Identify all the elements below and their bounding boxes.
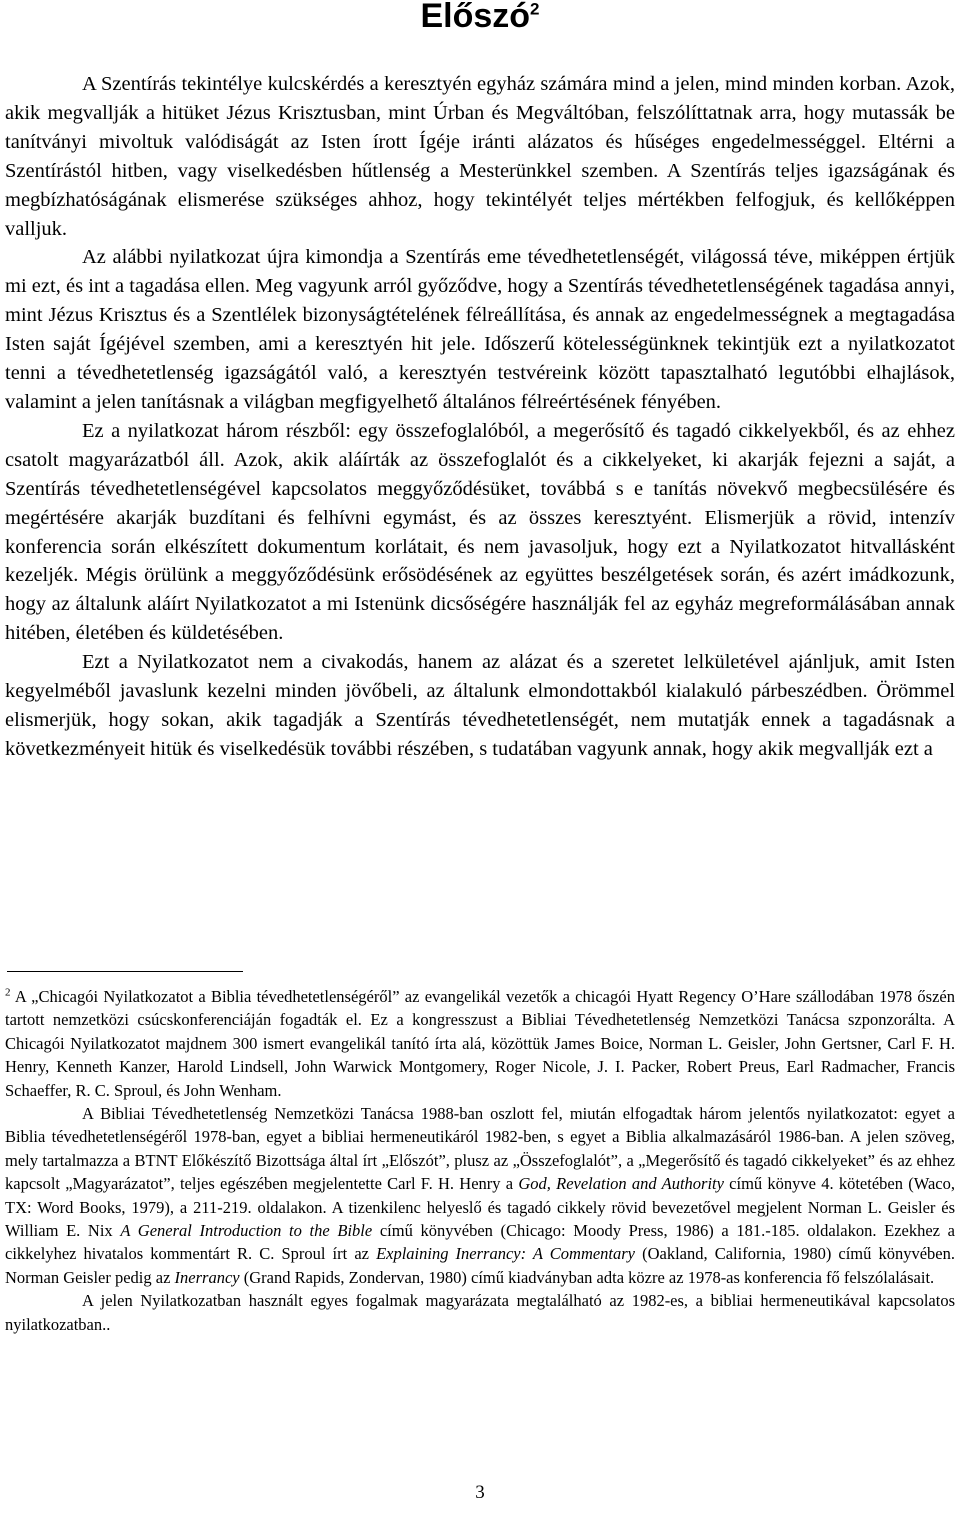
footnote-text-1: A „Chicagói Nyilatkozatot a Biblia tévedhetetlenségéről” az evangelikál vezetők a chicagói Hyatt Regency O’Hare szállodában 1978 őszén tartott nemzetközi csúcskonferenciáján fogadták el. Ez a kongresszust a Bibliai Tévedhetetlenség Nemzetközi Tanácsa szponzorálta. A Chicagói Nyilatkozatot majdnem 300 ismert evangelikál tanító írta alá, közöttük James Boice, Norman L. Geisler, John Gertsner, Carl F. H. Henry, Kenneth Kanzer, Harold Lindsell, John Warwick Montgomery, Roger Nicole, J. I. Packer, Robert Preus, Earl Radmacher, Francis Schaeffer, R. C. Sproul, és John Wenham. <box>5 987 955 1100</box>
page-title <box>0 0 960 36</box>
footnote <box>5 985 955 1336</box>
book-title-explaining-inerrancy: Explaining Inerrancy: A Commentary <box>376 1244 636 1264</box>
footnote-paragraph-1 <box>5 985 955 1102</box>
footnote-separator <box>7 971 243 972</box>
book-title-god-revelation: God, Revelation and Authority <box>518 1174 724 1194</box>
footnote-text-2a: A Bibliai Tévedhetetlenség Nemzetközi Tanácsa 1988-ban oszlott fel, miután elfogadtak három jelentős nyilatkozatot: egyet a Biblia tévedhetetlenségéről 1978-ban, egyet a bibliai hermeneutikáról 1982-ben, s egyet a Biblia alkalmazásáról 1986-ban. A jelen szöveg, mely tartalmazza a BTNT Előkészítő Bizottsága által írt „Előszót”, plusz az „Összefoglalót”, a „Megerősítő és tagadó cikkelyeket” és az ehhez kapcsolt „Magyarázatot”, teljes egészében megjelentette Carl F. H. Henry a <box>5 1104 955 1194</box>
footnote-reference[interactable]: 2 <box>530 0 540 19</box>
title-text: Előszó <box>420 0 531 35</box>
paragraph-1: A Szentírás tekintélye kulcskérdés a keresztyén egyház számára mind a jelen, mind minden korban. Azok, akik megvallják a hitüket Jézus Krisztusban, mint Úrban és Megváltóban, felszólíttatnak arra, hogy mutassák be tanítványi mivoltuk valódiságát az Isten írott Ígéje iránti alázatos és hűséges engedelmességgel. Eltérni a Szentírástól hitben, vagy viselkedésben hűtlenség a Mesterünkkel szemben. A Szentírás teljes igazságának és megbízhatóságának elismerése szükséges ahhoz, hogy tekintélyét teljes mértékben felfogjuk, és kellőképpen valljuk. <box>5 73 955 240</box>
footnote-text-2b: című könyve 4. kötetében (Waco, TX: Word Books, 1979), a 211-219. oldalakon. A tizenkilenc helyeslő és tagadó cikkely rövid bevezetővel megjelent Norman L. Geisler és William E. Nix <box>5 1174 955 1241</box>
book-title-general-introduction: A General Introduction to the Bible <box>120 1221 373 1241</box>
book-title-inerrancy: Inerrancy <box>174 1267 240 1287</box>
paragraph-3: Ez a nyilatkozat három részből: egy összefoglalóból, a megerősítő és tagadó cikkelyekből, és az ehhez csatolt magyarázatból áll. Azok, akik aláírták az összefoglalót és a cikkelyeket, ki akarják fejezni a saját, a Szentírás tévedhetetlenségével kapcsolatos meggyőződésüket, továbbá s e tanítás növekvő megbecsülésére és megértésére akarják buzdítani és felhívni egymást, és az összes keresztyént. Elismerjük a rövid, intenzív konferencia során elkészített dokumentum korlátait, és nem javasoljuk, hogy ezt a Nyilatkozatot hitvallásként kezeljék. Mégis örülünk a meggyőződésünk erősödésének az együttes beszélgetések során, és azért imádkozunk, hogy az általunk aláírt Nyilatkozatot a mi Istenünk dicsőségére használják fel az egyház megreformálásában annak hitében, életében és küldetésében. <box>5 419 955 645</box>
paragraph-2: Az alábbi nyilatkozat újra kimondja a Szentírás eme tévedhetetlenségét, világossá téve, miképpen értjük mi ezt, és int a tagadása ellen. Meg vagyunk arról győződve, hogy a Szentírás tévedhetetlenségének tagadása annyi, mint Jézus Krisztus és a Szentlélek bizonyságtételének félreállítása, és annak az engedelmességnek a megtagadása Isten saját Ígéjével szemben, ami a keresztyén hit jele. Időszerű kötelességünknek tekintjük ezt a nyilatkozatot tenni a tévedhetetlenség igazságától való, a keresztyén testvéreink között tapasztalható legutóbbi elhajlások, valamint a jelen tanításnak a világban megfigyelhető általános félreértésének fényében. <box>5 246 955 413</box>
footnote-text-2d: (Oakland, California, 1980) című könyvében. Norman Geisler pedig az <box>5 1244 956 1287</box>
footnote-marker: 2 <box>5 986 11 999</box>
paragraph-4: Ezt a Nyilatkozatot nem a civakodás, hanem az alázat és a szeretet lelkületével ajánljuk, amit Isten kegyelméből javaslunk kezelni minden jövőbeli, az általunk elmondottakból kialakuló párbeszédben. Örömmel elismerjük, hogy sokan, akik tagadják a Szentírás tévedhetetlenségét, nem mutatják ennek a tagadásnak a következményeit hitük és viselkedésük további részében, s tudatában vagyunk annak, hogy akik megvallják ezt a <box>5 651 955 760</box>
page-number: 3 <box>475 1482 485 1503</box>
footnote-paragraph-3: A jelen Nyilatkozatban használt egyes fogalmak magyarázata megtalálható az 1982-es, a bibliai hermeneutikával kapcsolatos nyilatkozatban.. <box>5 1291 955 1334</box>
footnote-text-2c: című könyvében (Chicago: Moody Press, 1986) a 181.-185. oldalakon. Ezekhez a cikkelyhez hivatalos kommentárt R. C. Sproul írt az <box>5 1221 955 1264</box>
body-text <box>5 70 955 764</box>
footnote-paragraph-2 <box>5 1102 955 1289</box>
footnote-text-2e: (Grand Rapids, Zondervan, 1980) című kiadványban adta közre az 1978-as konferencia fő felszólalásait. <box>239 1267 935 1287</box>
